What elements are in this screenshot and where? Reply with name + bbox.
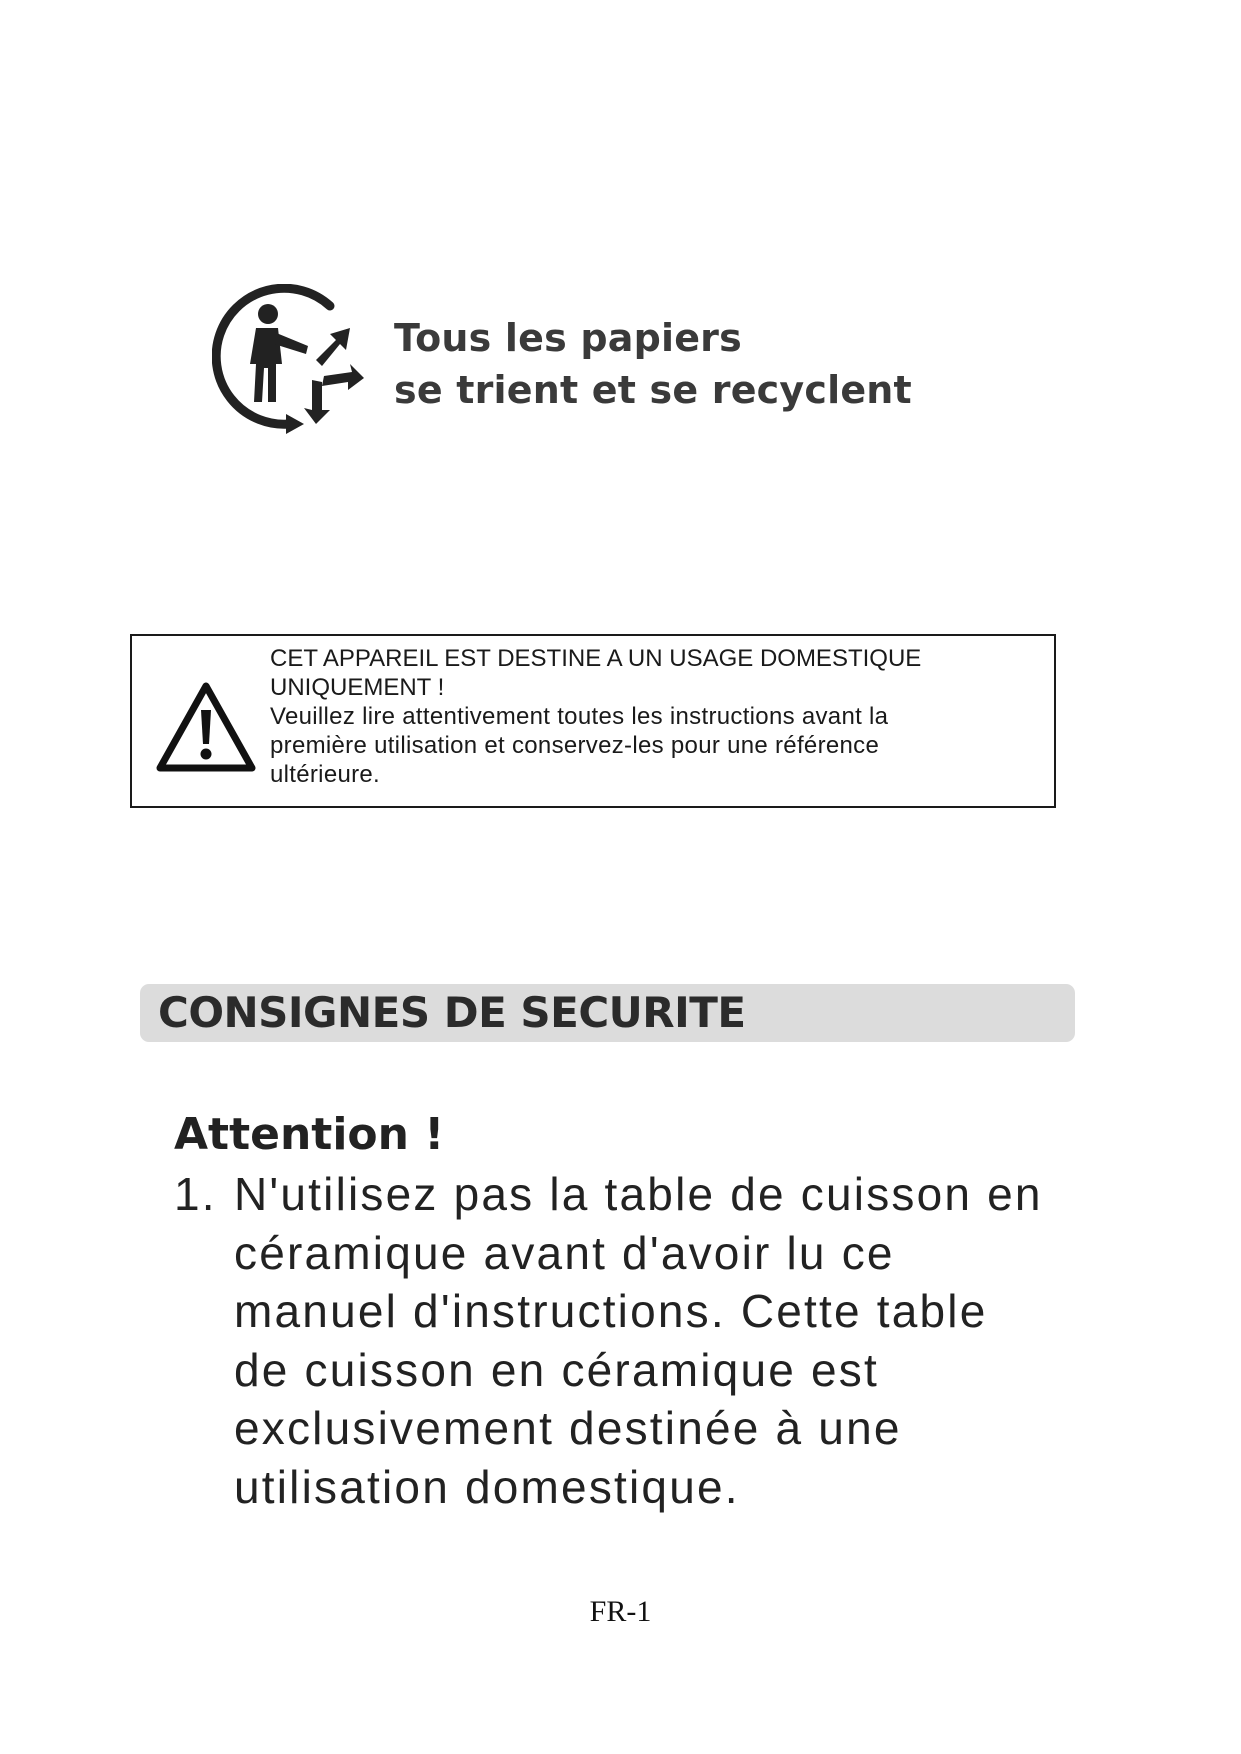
recycling-text [394, 312, 912, 416]
attention-heading: Attention ! [174, 1109, 445, 1160]
item-text [234, 1165, 1074, 1516]
warning-box [130, 634, 1056, 808]
item-number: 1. [174, 1168, 217, 1220]
triman-recycling-icon [212, 284, 364, 434]
item-line: manuel d'instructions. Cette table [234, 1285, 988, 1337]
item-line: exclusivement destinée à une [234, 1402, 902, 1454]
page-number: FR-1 [589, 1595, 652, 1628]
recycling-line-2: se trient et se recyclent [394, 368, 912, 412]
warning-body-line-2: première utilisation et conservez-les pour une référence [270, 732, 880, 759]
warning-text [270, 644, 1050, 789]
safety-item-1 [174, 1165, 1074, 1516]
recycling-notice [212, 284, 912, 434]
warning-caps-line-2: UNIQUEMENT ! [270, 674, 445, 701]
section-title: CONSIGNES DE SECURITE [158, 988, 746, 1037]
warning-body-line-1: Veuillez lire attentivement toutes les instructions avant la [270, 703, 889, 730]
item-line: N'utilisez pas la table de cuisson en [234, 1168, 1043, 1220]
item-line: céramique avant d'avoir lu ce [234, 1226, 895, 1279]
warning-body-line-3: ultérieure. [270, 761, 381, 788]
recycling-line-1: Tous les papiers [394, 316, 742, 360]
item-line: de cuisson en céramique est [234, 1343, 879, 1396]
item-line: utilisation domestique. [234, 1460, 740, 1513]
warning-caps-line-1: CET APPAREIL EST DESTINE A UN USAGE DOMESTIQUE [270, 645, 922, 672]
warning-triangle-icon [154, 680, 258, 774]
section-heading-bar [140, 984, 1075, 1042]
